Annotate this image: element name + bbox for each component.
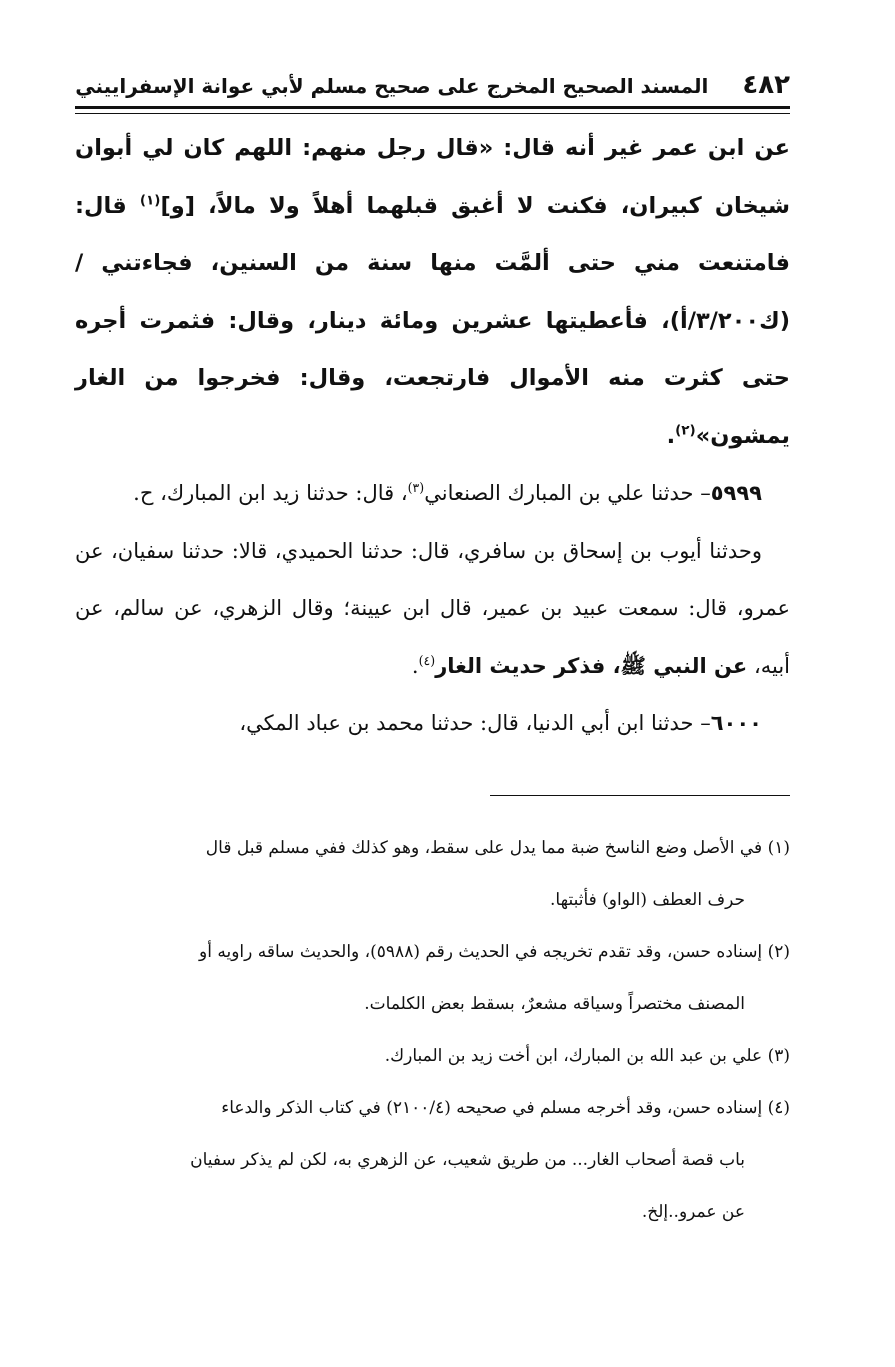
- book-title: المسند الصحيح المخرج على صحيح مسلم لأبي عوانة الإسفراييني: [75, 74, 709, 98]
- header-rule-thin: [75, 113, 790, 114]
- footnote-4: (٤) إسناده حسن، وقد أخرجه مسلم في صحيحه (٢١٠٠/٤) في كتاب الذكر والدعاء باب قصة أصحاب الغار... من طريق شعيب، عن الزهري به، لكن لم يذكر سفيان عن عمرو..إلخ.: [190, 1098, 790, 1222]
- isnad-paragraph: وحدثنا أيوب بن إسحاق بن سافري، قال: حدثنا الحميدي، قالا: حدثنا سفيان، عن عمرو، قال: سمعت عبيد بن عمير، قال ابن عيينة؛ وقال الزهري، عن سالم، عن أبيه، عن النبي ﷺ، فذكر حديث الغار$^{(٤)}$.: [75, 538, 790, 678]
- footnote-ref-4[interactable]: (٤): [418, 652, 436, 668]
- main-text: [75, 120, 790, 753]
- hadith-5999-paragraph: ٥٩٩٩– حدثنا علي بن المبارك الصنعاني$^{(٣)}$، قال: حدثنا زيد ابن المبارك، ح.: [133, 480, 762, 505]
- footnote-ref-1[interactable]: (١): [139, 192, 161, 208]
- footnotes: [75, 822, 790, 1238]
- hadith-text-paragraph: عن ابن عمر غير أنه قال: «قال رجل منهم: اللهم كان لي أبوان شيخان كبيران، فكنت لا أغبق قبلهما أهلاً ولا مالاً، [و]$^{(١)}$ قال: فامتنعت مني حتى ألمَّت منها سنة من السنين، فجاءتني / (ك٣/٢٠٠/أ)، فأعطيتها عشرين ومائة دينار، وقال: فثمرت أجره حتى كثرت منه الأموال فارتجعت، وقال: فخرجوا من الغار يمشون»$^{(٢)}$.: [75, 135, 790, 449]
- bold-phrase: عن النبي ﷺ، فذكر حديث الغار: [435, 653, 748, 678]
- footnote-separator: [490, 795, 790, 796]
- running-header: [75, 70, 790, 102]
- footnote-1: (١) في الأصل وضع الناسخ ضبة مما يدل على سقط، وهو كذلك ففي مسلم قبل قال حرف العطف (الواو) فأثبتها.: [205, 838, 790, 910]
- header-rule-thick: [75, 106, 790, 109]
- footnote-ref-2[interactable]: (٢): [675, 422, 696, 438]
- footnote-ref-3[interactable]: (٣): [407, 480, 425, 495]
- hadith-6000-paragraph: ٦٠٠٠– حدثنا ابن أبي الدنيا، قال: حدثنا محمد بن عباد المكي،: [239, 711, 762, 735]
- footnote-3: (٣) علي بن عبد الله بن المبارك، ابن أخت زيد بن المبارك.: [384, 1046, 790, 1066]
- footnote-2: (٢) إسناده حسن، وقد تقدم تخريجه في الحديث رقم (٥٩٨٨)، والحديث ساقه راويه أو المصنف مختصراً وسياقه مشعرٌ، بسقط بعض الكلمات.: [199, 942, 790, 1014]
- hadith-number: ٥٩٩٩: [710, 481, 762, 505]
- page-number: ٤٨٢: [742, 70, 790, 100]
- hadith-number: ٦٠٠٠: [710, 711, 762, 735]
